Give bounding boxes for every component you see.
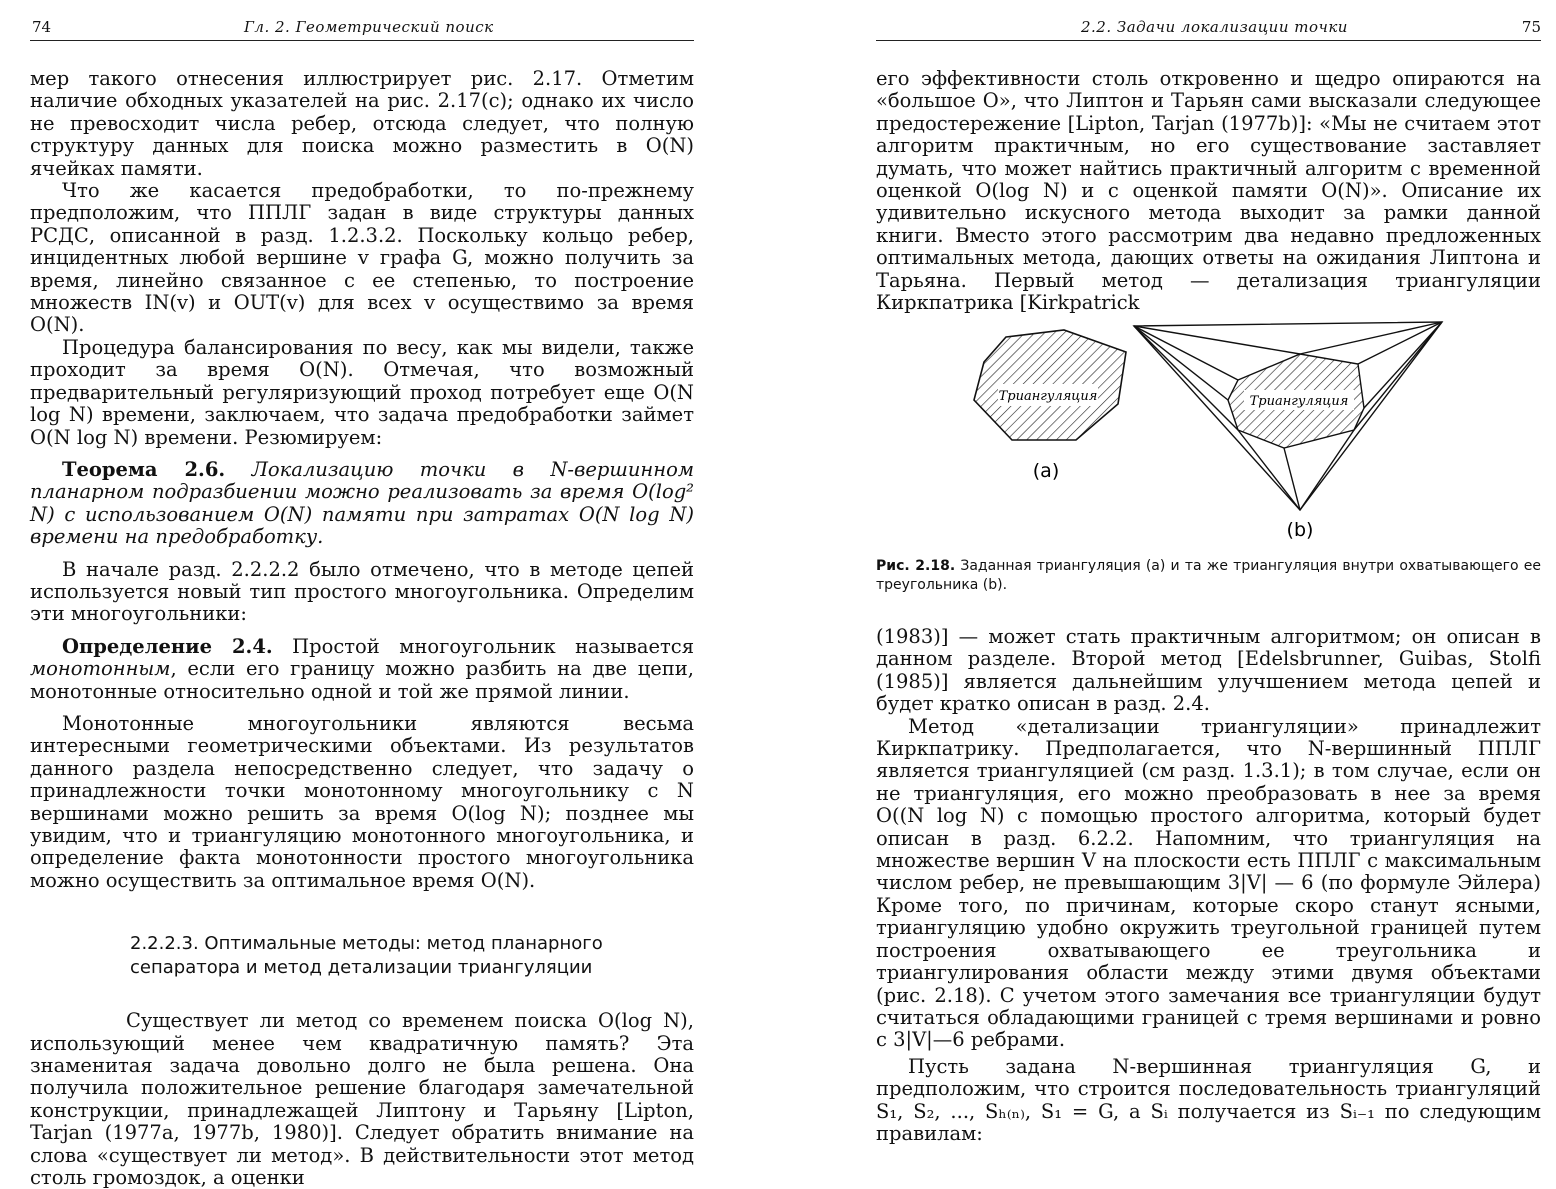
definition-text: Простой многоугольник называется	[292, 634, 695, 658]
right-page-number: 75	[1521, 18, 1541, 36]
enclosing-triangle-b	[1134, 322, 1442, 510]
paragraph: Монотонные многоугольники являются весьма интересными геометрическими объектами. Из результатов данного раздела непосредственно следует, что задачу о принадлежности точки монотонному многоугольнику с N вершинами можно решить за время O(log N); позднее мы увидим, что и триангуляцию монотонного многоугольника, и определение факта монотонности простого многоугольника можно осуществить за оптимальное время O(N).	[30, 711, 694, 892]
caption-label: Рис. 2.18.	[876, 558, 956, 574]
figure-caption	[876, 557, 1541, 595]
section-heading-line: 2.2.2.3. Оптимальные методы: метод планарного	[130, 933, 603, 955]
paragraph: Пусть задана N-вершинная триангуляция G, и предположим, что строится последовательность триангуляций S₁, S₂, ..., Sₕ₍ₙ₎, S₁ = G, а Sᵢ получается из Sᵢ₋₁ по следующим правилам:	[876, 1054, 1541, 1145]
paragraph: Существует ли метод со временем поиска O(log N), использующий менее чем квадратичную память? Эта знаменитая задача довольно долго не была решена. Она получила положительное решение благодаря замечательной конструкции, принадлежащей Липтону и Тарьяну [Lipton, Tarjan (1977a, 1977b, 1980)]. Следует обратить внимание на слова «существует ли метод». В действительности этот метод столь громоздок, а оценки	[30, 1009, 694, 1189]
figure-2-18	[966, 312, 1456, 542]
paragraph: В начале разд. 2.2.2.2 было отмечено, что в методе цепей используется новый тип простого многоугольника. Определим эти многоугольники:	[30, 557, 694, 626]
right-text-column-bottom	[876, 626, 1541, 1145]
theorem	[30, 459, 694, 549]
figure-a-inner-label: Триангуляция	[998, 389, 1098, 404]
definition-term: монотонным	[30, 657, 171, 681]
left-page-number: 74	[32, 18, 52, 36]
right-text-column-top	[876, 68, 1541, 314]
paragraph: Метод «детализации триангуляции» принадлежит Киркпатрику. Предполагается, что N-вершинный ППЛГ является триангуляцией (см разд. 1.3.1); в том случае, если он не триангуляция, его можно преобразовать в нее за время O((N log N) с помощью простого алгоритма, который будет описан в разд. 6.2.2. Напомним, что триангуляция на множестве вершин V на плоскости есть ППЛГ с максимальным числом ребер, не превышающим 3|V| — 6 (по формуле Эйлера) Кроме того, по причинам, которые скоро станут ясными, триангуляцию удобно окружить треугольной границей путем построения охватывающего ее треугольника и триангулирования области между этими двумя объектами (рис. 2.18). С учетом этого замечания все триангуляции будут считаться обладающими границей с тремя вершинами и ровно с 3|V|—6 ребрами.	[876, 714, 1541, 1052]
section-heading-line: сепаратора и метод детализации триангуляции	[130, 957, 593, 979]
right-page	[876, 0, 1541, 1145]
figure-b-inner-label: Триангуляция	[1249, 394, 1349, 409]
definition-text: , если его границу можно разбить на две цепи, монотонные относительно одной и той же прямой линии.	[30, 657, 694, 703]
left-running-header	[30, 18, 694, 41]
paragraph: (1983)] — может стать практичным алгоритмом; он описан в данном разделе. Второй метод [Edelsbrunner, Guibas, Stolfi (1985)] является дальнейшим улучшением метода цепей и будет кратко описан в разд. 2.4.	[876, 625, 1541, 716]
figure-label-a: (a)	[1032, 460, 1060, 482]
paragraph: мер такого отнесения иллюстрирует рис. 2.17. Отметим наличие обходных указателей на рис. 2.17(c); однако их число не превосходит числа ребер, отсюда следует, что полную структуру данных для поиска можно разместить в O(N) ячейках памяти.	[30, 67, 694, 180]
left-text-column	[30, 68, 694, 1189]
left-running-title: Гл. 2. Геометрический поиск	[244, 18, 494, 36]
paragraph: Что же касается предобработки, то по-прежнему предположим, что ППЛГ задан в виде структуры данных РСДС, описанной в разд. 1.2.3.2. Поскольку кольцо ребер, инцидентных любой вершине v графа G, можно получить за время, линейно связанное с ее степенью, то построение множеств IN(v) и OUT(v) для всех v осуществимо за время O(N).	[30, 179, 694, 337]
figure-label-b: (b)	[1286, 519, 1314, 541]
definition	[30, 636, 694, 703]
theorem-label: Теорема 2.6.	[62, 457, 226, 481]
definition-label: Определение 2.4.	[62, 634, 273, 658]
caption-text: Заданная триангуляция (a) и та же триангуляция внутри охватывающего ее треугольника (b).	[876, 558, 1541, 593]
left-page	[30, 0, 695, 1189]
theorem-text: Локализацию точки в N-вершинном планарном подразбиении можно реализовать за время O(log² N) с использованием O(N) памяти при затратах O(N log N) времени на предобработку.	[30, 457, 695, 549]
paragraph: Процедура балансирования по весу, как мы видели, также проходит за время O(N). Отмечая, что возможный предварительный регуляризующий проход потребует еще O(N log N) времени, заключаем, что задача предобработки займет O(N log N) времени. Резюмируем:	[30, 335, 694, 449]
right-running-header	[876, 18, 1541, 41]
right-running-title: 2.2. Задачи локализации точки	[1081, 18, 1348, 36]
section-heading	[130, 932, 694, 980]
paragraph: его эффективности столь откровенно и щедро опираются на «большое O», что Липтон и Тарьян сами высказали следующее предостережение [Lipton, Tarjan (1977b)]: «Мы не считаем этот алгоритм практичным, но его существование заставляет думать, что может найтись практичный алгоритм с временной оценкой O(log N) и с оценкой памяти O(N)». Описание их удивительно искусного метода выходит за рамки данной книги. Вместо этого рассмотрим два недавно предложенных оптимальных метода, дающих ответы на ожидания Липтона и Тарьяна. Первый метод — детализация триангуляции Киркпатрика [Kirkpatrick	[876, 67, 1541, 315]
